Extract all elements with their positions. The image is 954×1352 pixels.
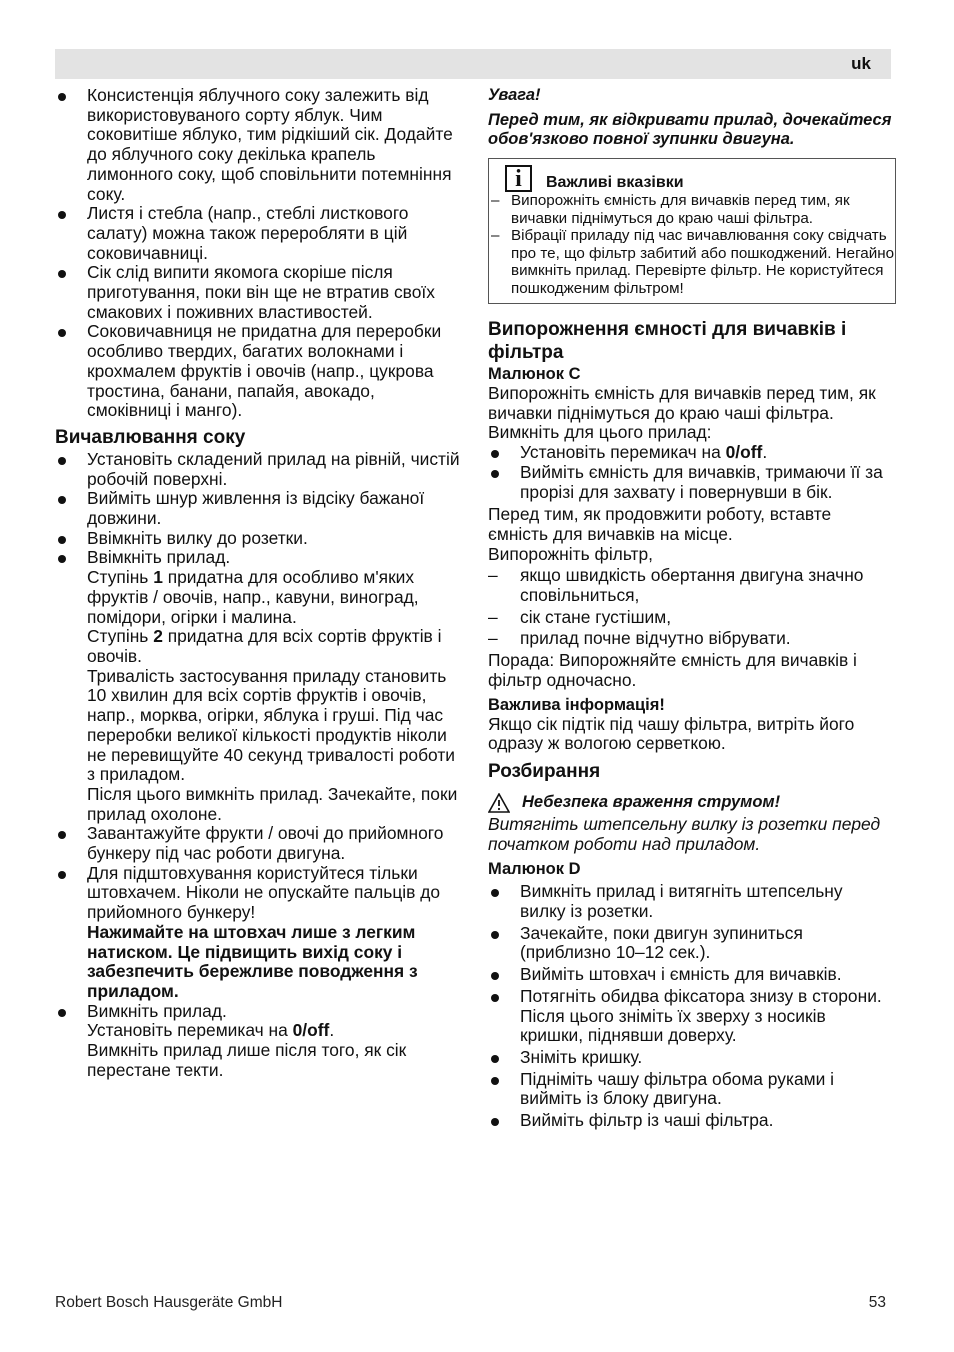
right-column: [488, 86, 893, 1131]
list-item: Зачекайте, поки двигун зупиниться (приблизно 10–12 сек.).: [488, 924, 893, 963]
section-title-disassembly: Розбирання: [488, 760, 601, 782]
danger-warning: [488, 793, 893, 813]
section-title-emptying: Випорожнення ємності для вичавків і фільтра: [488, 319, 847, 363]
important-label: Важлива інформація!: [488, 695, 665, 714]
list-item: Ввімкніть вилку до розетки.: [55, 529, 460, 549]
list-item: Соковичавниця не придатна для переробки особливо твердих, багатих волокнами і крохмалем фруктів і овочів (напр., цукрова тростина, банани, папайя, авокадо, смоківниці і манго).: [55, 322, 460, 421]
pusher-text: Для підштовхування користуйтеся тільки штовхачем. Ніколи не опускайте пальців до прийомного бункеру!: [87, 862, 441, 923]
info-item: – Випорожніть ємність для вичавків перед тим, як вичавки піднімуться до краю чаші фільтра.: [489, 192, 895, 227]
language-code: uk: [851, 54, 871, 73]
page-number: 53: [868, 1294, 886, 1311]
section-title-juicing: Вичавлювання соку: [55, 426, 246, 448]
list-item: Сік слід випити якомога скоріше після приготування, поки він ще не втратив своїх смакових і поживних властивостей.: [55, 263, 460, 322]
speed-2-text: Ступінь 2 придатна для всіх сортів фруктів і овочів.: [87, 626, 442, 666]
dash-item: – якщо швидкість обертання двигуна значно сповільниться,: [488, 566, 893, 605]
emptying-intro: Випорожніть ємність для вичавків перед тим, як вичавки піднімуться до краю чаші фільтра. Вимкніть для цього прилад:: [488, 383, 876, 443]
figure-d-label: Малюнок D: [488, 860, 581, 879]
figure-c-label: Малюнок C: [488, 365, 581, 383]
attention-label: Увага!: [488, 86, 541, 104]
list-item: Вийміть шнур живлення із відсіку бажаної довжини.: [55, 489, 460, 528]
list-item: Вийміть ємність для вичавків, тримаючи її за прорізі для захвату і повернувши в бік.: [488, 463, 893, 502]
after-text: Після цього вимкніть прилад. Зачекайте, поки прилад охолоне.: [87, 783, 458, 824]
list-item: [55, 548, 460, 824]
info-box: [488, 158, 896, 304]
list-item: Консистенція яблучного соку залежить від використовуваного сорту яблук. Чим соковитіше яблуко, тим рідкіший сік. Додайте до яблучного соку декілька крапель лимонного соку, щоб сповільнити потемніння соку.: [55, 86, 460, 204]
list-item: Підніміть чашу фільтра обома руками і вийміть із блоку двигуна.: [488, 1070, 893, 1109]
speed-1-text: Ступінь 1 придатна для особливо м'яких фруктів / овочів, напр., кавуни, виноград, помідори, огірки і малина.: [87, 567, 419, 627]
list-item: Установіть перемикач на 0/off.: [488, 443, 893, 463]
list-item: [55, 1002, 460, 1081]
off-switch-text: Установіть перемикач на 0/off.: [87, 1020, 335, 1041]
list-item: Вийміть фільтр із чаші фільтра.: [488, 1111, 893, 1131]
list-item: Вимкніть прилад і витягніть штепсельну вилку із розетки.: [488, 882, 893, 921]
off-after-text: Вимкніть прилад лише після того, як сік перестане текти.: [87, 1040, 407, 1080]
list-item: Потягніть обидва фіксатора знизу в сторони. Після цього зніміть їх зверху з носиків кришки, піднявши доверху.: [488, 987, 893, 1046]
list-item: Листя і стебла (напр., стеблі листкового салату) можна також переробляти в цій соковичавниці.: [55, 204, 460, 263]
off-text: Вимкніть прилад.: [87, 1000, 227, 1021]
info-item: – Вібрації приладу під час вичавлювання соку свідчать про те, що фільтр забитий або пошкоджений. Негайно вимкніть прилад. Перевірте фільтр. Не користуйтеся пошкодженим фільтром!: [489, 227, 895, 297]
empty-filter-text: Випорожніть фільтр,: [488, 543, 653, 564]
left-column: [55, 86, 460, 1080]
info-title: Важливі вказівки: [546, 173, 684, 191]
danger-label: Небезпека враження струмом!: [522, 793, 781, 812]
footer-company: Robert Bosch Hausgeräte GmbH: [55, 1294, 283, 1311]
warning-triangle-icon: [488, 793, 510, 813]
danger-text: Витягніть штепсельну вилку із розетки перед початком роботи над приладом.: [488, 813, 881, 854]
list-item: Зніміть кришку.: [488, 1048, 893, 1068]
step-text: Ввімкніть прилад.: [87, 547, 231, 568]
list-item: [55, 864, 460, 1002]
tip-text: Порада: Випорожняйте ємність для вичавків і фільтр одночасно.: [488, 650, 857, 690]
dash-item: – прилад почне відчутно вібрувати.: [488, 629, 893, 649]
pusher-bold-text: Нажимайте на штовхач лише з легким натиском. Це підвищить вихід соку і забезпечить бережливе поводження з приладом.: [87, 921, 418, 1001]
list-item: Установіть складений прилад на рівній, чистій робочій поверхні.: [55, 450, 460, 489]
attention-text: Перед тим, як відкривати прилад, дочекайтеся обов'язково повної зупинки двигуна.: [488, 111, 892, 148]
list-item: Вийміть штовхач і ємність для вичавків.: [488, 965, 893, 985]
info-icon: i: [505, 165, 532, 192]
duration-text: Тривалість застосування приладу становить 10 хвилин для всіх сортів фруктів і овочів, напр., морква, огірки, яблука і груші. Під час переробки великої кількості продуктів ніколи не перевищуйте 40 секунд тривалості роботи з приладом.: [87, 665, 456, 785]
dash-item: – сік стане густішим,: [488, 608, 893, 628]
header-bar: [55, 49, 891, 79]
list-item: Завантажуйте фрукти / овочі до прийомного бункеру під час роботи двигуна.: [55, 824, 460, 863]
important-text: Якщо сік підтік під чашу фільтра, витріть його одразу ж вологою серветкою.: [488, 713, 855, 754]
continue-text: Перед тим, як продовжити роботу, вставте ємність для вичавків на місце.: [488, 504, 832, 544]
info-header: [495, 165, 895, 192]
